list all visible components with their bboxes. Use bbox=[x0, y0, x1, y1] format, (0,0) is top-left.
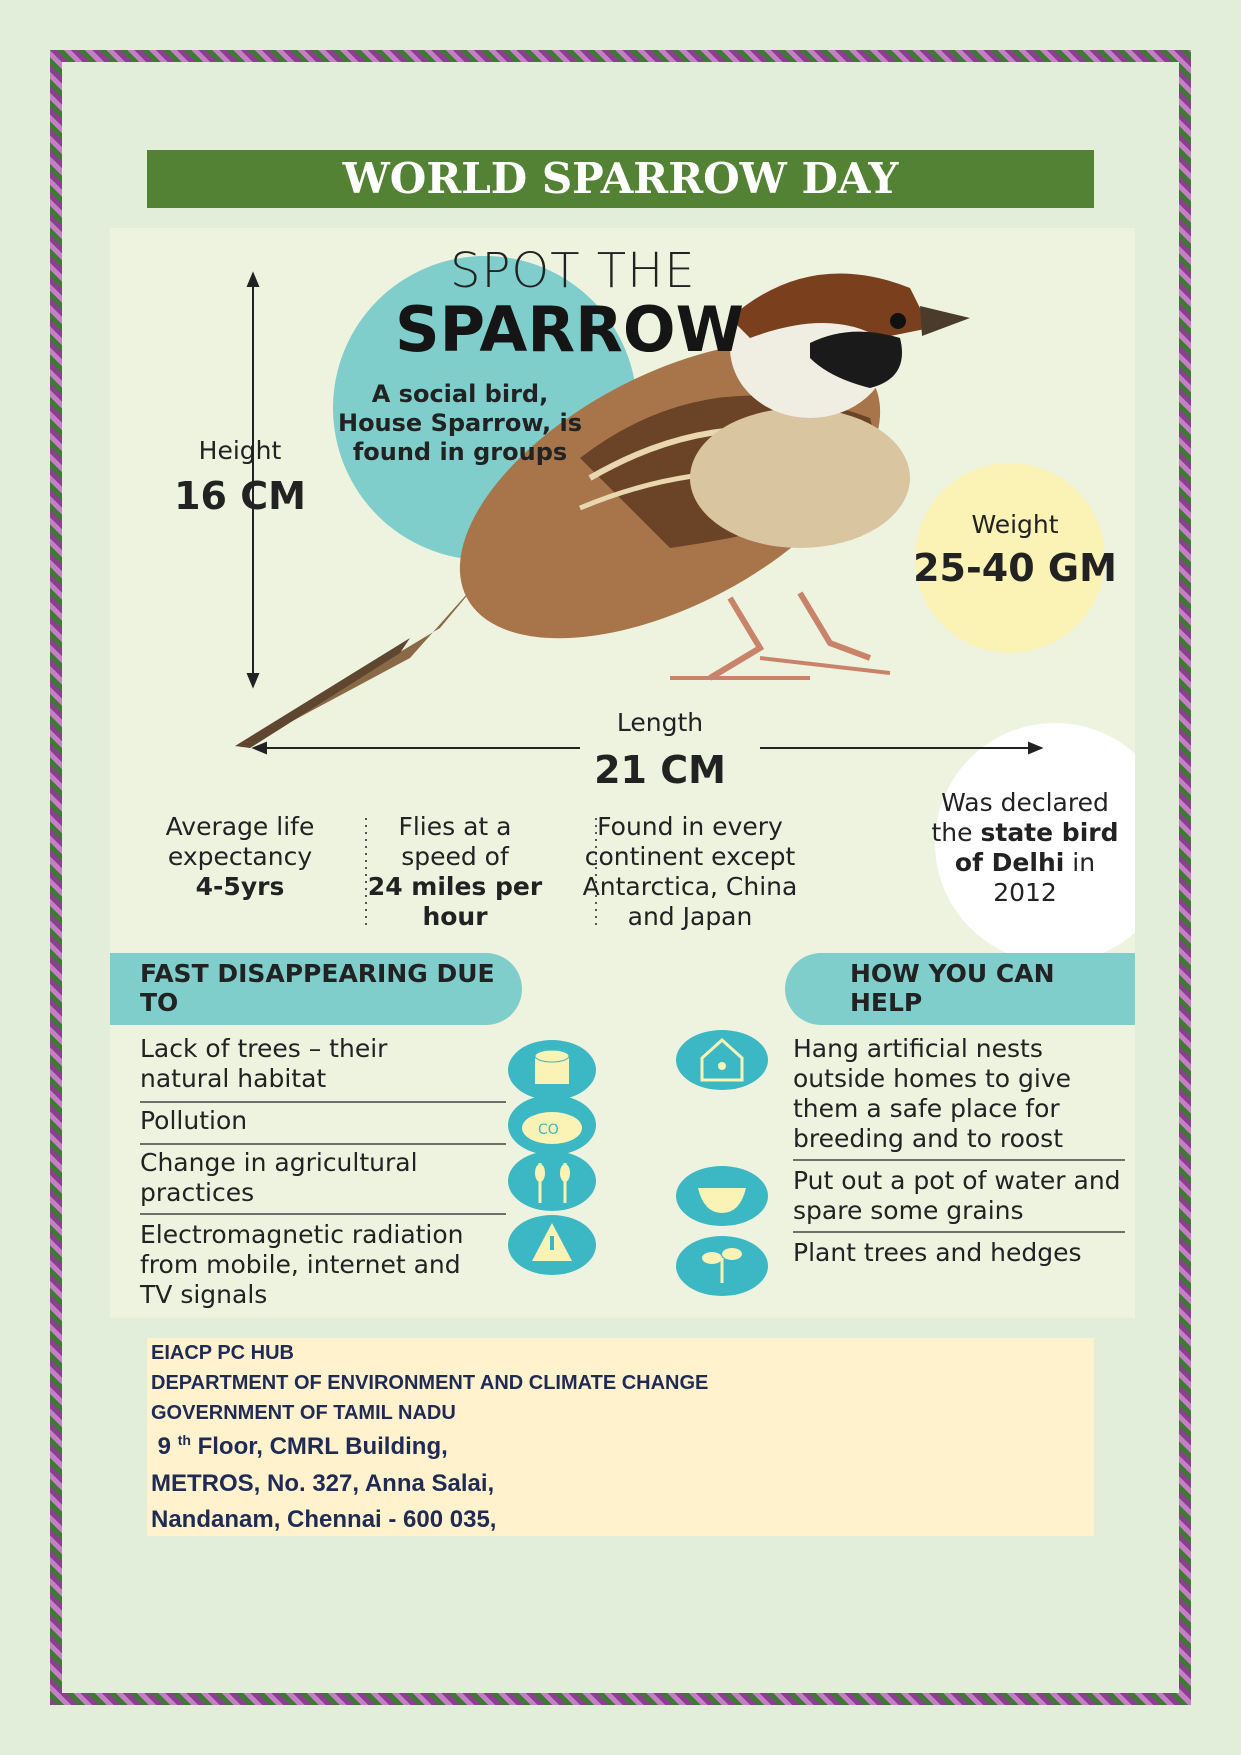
address-block bbox=[147, 1338, 1094, 1536]
address-city: Nandanam, Chennai - 600 035, bbox=[151, 1506, 497, 1533]
height-label: Height bbox=[198, 436, 282, 465]
address-government: GOVERNMENT OF TAMIL NADU bbox=[151, 1402, 456, 1424]
fact-life-expectancy bbox=[130, 812, 350, 902]
length-value: 21 CM bbox=[594, 748, 726, 792]
fact-delhi-post: in 2012 bbox=[993, 848, 1096, 907]
help-item: Plant trees and hedges bbox=[793, 1238, 1082, 1267]
help-item: Put out a pot of water and spare some grains bbox=[793, 1166, 1121, 1225]
cause-item: Pollution bbox=[140, 1106, 248, 1135]
tagline: A social bird, House Sparrow, is found in groups bbox=[337, 380, 583, 466]
sparrow-infographic bbox=[110, 228, 1135, 1318]
fact-delhi-pre: Was declared the bbox=[931, 788, 1109, 847]
length-label: Length bbox=[616, 708, 704, 737]
plant-icon bbox=[676, 1236, 768, 1296]
co2-cloud-icon bbox=[508, 1095, 596, 1155]
wheat-icon bbox=[508, 1151, 596, 1211]
floor-number: 9 bbox=[157, 1433, 172, 1460]
fact-speed-text: Flies at a speed of bbox=[398, 812, 512, 871]
heading-sparrow: SPARROW bbox=[395, 293, 744, 366]
weight-label: Weight bbox=[971, 510, 1059, 539]
weight-value: 25-40 GM bbox=[913, 546, 1117, 590]
fact-speed bbox=[360, 812, 550, 932]
fact-found: Found in every continent except Antarctica, China and Japan bbox=[582, 812, 798, 931]
page-title: WORLD SPARROW DAY bbox=[147, 150, 1094, 208]
cause-item: Lack of trees – their natural habitat bbox=[140, 1034, 388, 1093]
fact-life-value: 4-5yrs bbox=[195, 872, 285, 901]
fact-life-text: Average life expectancy bbox=[165, 812, 315, 871]
radiation-warning-icon bbox=[508, 1215, 596, 1275]
cause-item: Change in agricultural practices bbox=[140, 1148, 418, 1207]
birdhouse-icon bbox=[676, 1030, 768, 1090]
disappearing-heading: FAST DISAPPEARING DUE TO bbox=[140, 959, 495, 1017]
address-floor bbox=[151, 1432, 448, 1461]
tree-stump-icon bbox=[508, 1040, 596, 1100]
height-value: 16 CM bbox=[174, 474, 306, 518]
heading-spot-the: SPOT THE bbox=[450, 243, 696, 299]
address-hub: EIACP PC HUB bbox=[151, 1342, 294, 1364]
address-street: METROS, No. 327, Anna Salai, bbox=[151, 1470, 495, 1497]
water-bowl-icon bbox=[676, 1166, 768, 1226]
address-department: DEPARTMENT OF ENVIRONMENT AND CLIMATE CHANGE bbox=[151, 1372, 709, 1394]
floor-rest: Floor, CMRL Building, bbox=[197, 1433, 448, 1460]
fact-speed-value: 24 miles per hour bbox=[367, 872, 543, 931]
fact-state-bird bbox=[930, 788, 1120, 908]
floor-suffix: th bbox=[177, 1432, 191, 1448]
help-heading: HOW YOU CAN HELP bbox=[850, 959, 1055, 1017]
cause-item: Electromagnetic radiation from mobile, internet and TV signals bbox=[140, 1220, 464, 1309]
svg-text:CO: CO bbox=[538, 1122, 559, 1138]
fact-delhi-bold: state bird of Delhi bbox=[954, 818, 1119, 877]
help-item: Hang artificial nests outside homes to give them a safe place for breeding and to roost bbox=[793, 1034, 1071, 1153]
